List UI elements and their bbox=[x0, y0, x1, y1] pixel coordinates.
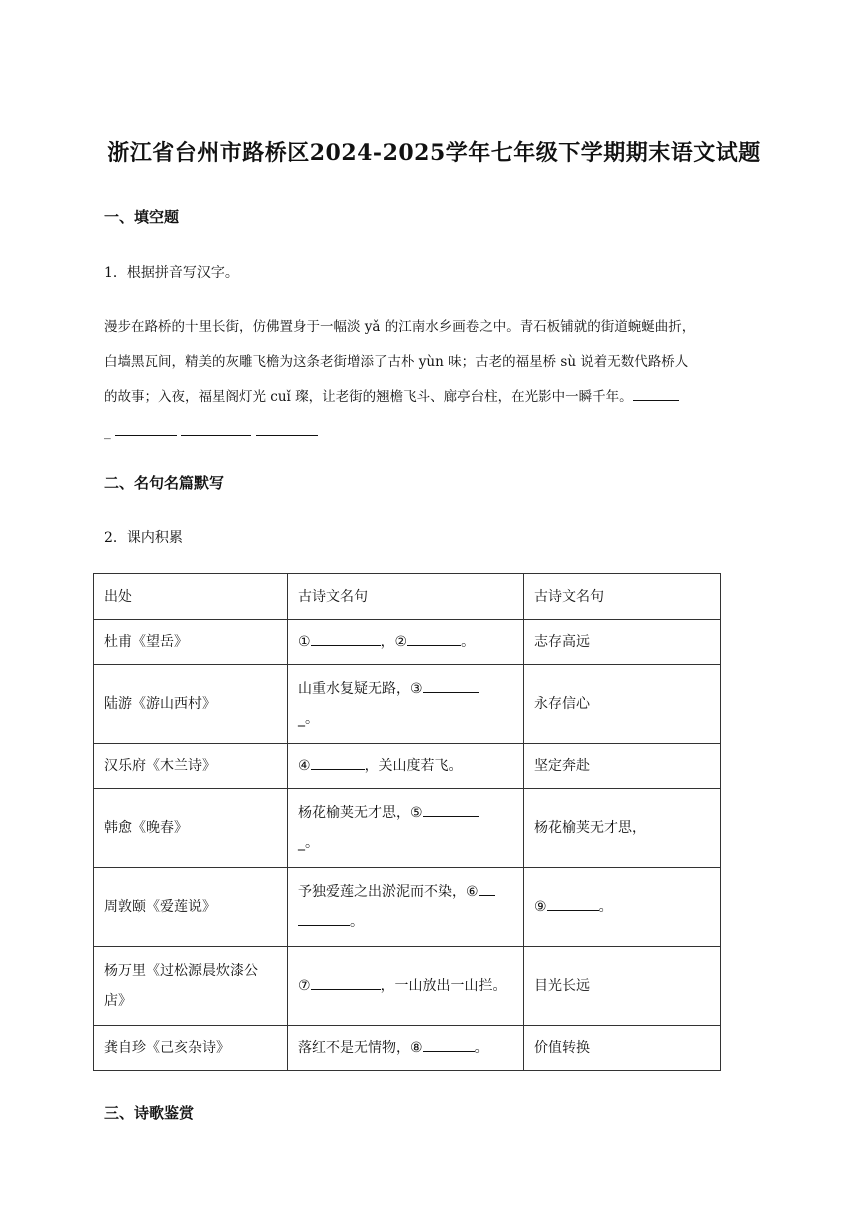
cell-text: ，关山度若飞。 bbox=[364, 758, 463, 774]
answer-blank[interactable] bbox=[298, 911, 350, 926]
cell-text: ，一山放出一山拦。 bbox=[380, 978, 507, 994]
row-lines bbox=[288, 744, 524, 789]
cell-text: 杨花榆荚无才思，⑤ bbox=[298, 805, 423, 821]
row-lines bbox=[288, 947, 524, 1026]
answer-blank[interactable] bbox=[423, 1037, 475, 1052]
row-lines bbox=[288, 1026, 524, 1071]
table-row bbox=[94, 665, 721, 744]
row-lines bbox=[288, 665, 524, 744]
blank-prefix: _ bbox=[104, 424, 111, 440]
answer-blank[interactable] bbox=[423, 678, 479, 693]
cell-text: 。 bbox=[350, 914, 364, 930]
answer-blank[interactable] bbox=[407, 631, 461, 646]
cell-text: 。 bbox=[474, 1040, 489, 1056]
row-source: 杜甫《望岳》 bbox=[94, 620, 288, 665]
passage-line: 白墙黑瓦间，精美的灰雕飞檐为这条老街增添了古朴 yùn 味；古老的福星桥 sù 说着无数代路桥人 bbox=[104, 354, 689, 370]
cell-text: 山重水复疑无路，③ bbox=[298, 681, 423, 697]
row-source: 周敦颐《爱莲说》 bbox=[94, 868, 288, 947]
page-title: 浙江省台州市路桥区2024-2025学年七年级下学期期末语文试题 bbox=[107, 140, 761, 166]
cell-text: 店》 bbox=[104, 993, 132, 1009]
answer-blank-1[interactable] bbox=[633, 386, 679, 401]
row-source: 韩愈《晚春》 bbox=[94, 789, 288, 868]
section-heading-recitation: 二、名句名篇默写 bbox=[104, 474, 225, 492]
passage-line: 漫步在路桥的十里长街，仿佛置身于一幅淡 yǎ 的江南水乡画卷之中。青石板铺就的街道蜿蜒曲折， bbox=[104, 319, 696, 335]
table-row bbox=[94, 789, 721, 868]
passage-line bbox=[104, 415, 774, 450]
header-source: 出处 bbox=[94, 574, 288, 620]
cell-text: 杨万里《过松源晨炊漆公 bbox=[104, 963, 258, 979]
question-2-label: 2．课内积累 bbox=[104, 530, 183, 546]
answer-blank-4[interactable] bbox=[256, 421, 318, 436]
answer-blank-2[interactable] bbox=[115, 421, 177, 436]
cell-text: _。 bbox=[298, 835, 319, 851]
row-lines bbox=[288, 620, 524, 665]
poem-table bbox=[93, 573, 721, 1071]
cell-text: ① bbox=[298, 634, 311, 650]
cell-text: 予独爱莲之出淤泥而不染，⑥ bbox=[298, 884, 479, 900]
question-1-label: 1．根据拼音写汉字。 bbox=[104, 265, 239, 281]
passage-line bbox=[104, 380, 774, 415]
table-row bbox=[94, 1026, 721, 1071]
answer-blank[interactable] bbox=[311, 631, 381, 646]
header-lines: 古诗文名句 bbox=[288, 574, 524, 620]
cell-text: 落红不是无情物，⑧ bbox=[298, 1040, 423, 1056]
answer-blank-3[interactable] bbox=[181, 421, 251, 436]
row-theme: 杨花榆荚无才思， bbox=[524, 789, 721, 868]
cell-text: ，② bbox=[380, 634, 408, 650]
table-row bbox=[94, 744, 721, 789]
row-theme: 价值转换 bbox=[524, 1026, 721, 1071]
answer-blank[interactable] bbox=[547, 896, 599, 911]
row-source: 陆游《游山西村》 bbox=[94, 665, 288, 744]
row-source: 龚自珍《己亥杂诗》 bbox=[94, 1026, 288, 1071]
section-heading-fill-in: 一、填空题 bbox=[104, 208, 180, 226]
row-theme: 志存高远 bbox=[524, 620, 721, 665]
row-theme bbox=[524, 868, 721, 947]
row-theme: 目光长远 bbox=[524, 947, 721, 1026]
cell-text: _。 bbox=[298, 711, 319, 727]
row-theme: 永存信心 bbox=[524, 665, 721, 744]
question-1-passage bbox=[104, 310, 774, 450]
cell-text: 。 bbox=[598, 899, 613, 915]
row-theme: 坚定奔赴 bbox=[524, 744, 721, 789]
passage-line-text: 的故事；入夜，福星阁灯光 cuǐ 璨，让老街的翘檐飞斗、廊亭台柱，在光影中一瞬千年。 bbox=[104, 389, 633, 405]
cell-text: 。 bbox=[461, 634, 476, 650]
answer-blank[interactable] bbox=[423, 802, 479, 817]
row-source: 汉乐府《木兰诗》 bbox=[94, 744, 288, 789]
table-row bbox=[94, 868, 721, 947]
answer-blank[interactable] bbox=[311, 755, 365, 770]
section-heading-poetry: 三、诗歌鉴赏 bbox=[104, 1104, 195, 1122]
answer-blank[interactable] bbox=[311, 975, 381, 990]
answer-blank[interactable] bbox=[479, 881, 495, 896]
cell-text: ⑦ bbox=[298, 978, 311, 994]
cell-text: ⑨ bbox=[534, 899, 547, 915]
cell-text: ④ bbox=[298, 758, 311, 774]
table-header-row bbox=[94, 574, 721, 620]
row-lines bbox=[288, 789, 524, 868]
row-source bbox=[94, 947, 288, 1026]
header-lines-2: 古诗文名句 bbox=[524, 574, 721, 620]
row-lines bbox=[288, 868, 524, 947]
table-row bbox=[94, 620, 721, 665]
table-row bbox=[94, 947, 721, 1026]
